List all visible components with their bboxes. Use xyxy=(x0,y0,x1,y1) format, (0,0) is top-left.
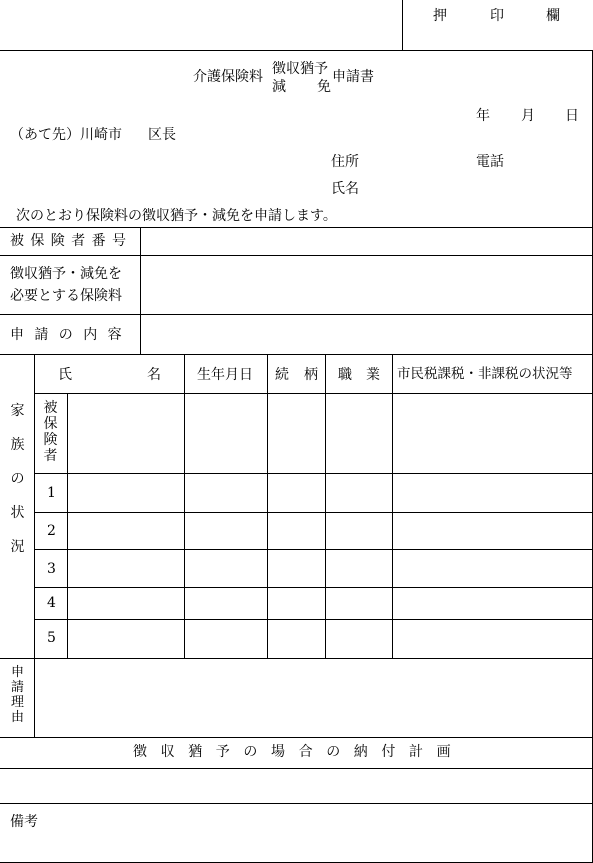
col-divider-birthdate xyxy=(184,354,185,658)
reason-label-char: 申 xyxy=(10,665,24,680)
insured-row-char: 者 xyxy=(43,448,58,464)
row-number-3: 3 xyxy=(47,561,56,577)
reason-bottom xyxy=(0,737,593,738)
title-prefix: 介護保険料 xyxy=(193,69,263,85)
row-number-1: 1 xyxy=(47,485,56,501)
family-label-char: の xyxy=(10,471,25,487)
family-label-char: 家 xyxy=(10,403,25,419)
reason-label-char: 請 xyxy=(10,680,24,695)
family-row-insured-bottom xyxy=(34,473,593,474)
col-header-birthdate: 生年月日 xyxy=(197,367,253,383)
col-header-occupation-2: 業 xyxy=(366,367,380,383)
remarks-label: 備考 xyxy=(10,814,38,830)
insured-number-label: 被保険者番号 xyxy=(10,233,133,249)
date-day: 日 xyxy=(565,108,579,124)
row-number-4: 4 xyxy=(47,595,56,611)
col-header-tax-status: 市民税課税・非課税の状況等 xyxy=(397,366,573,382)
insured-row-char: 保 xyxy=(43,416,58,432)
insured-number-field[interactable] xyxy=(141,228,592,255)
reason-label xyxy=(10,666,25,726)
form-outer-border xyxy=(0,50,593,863)
family-row-2-bottom xyxy=(34,549,593,550)
title-suffix: 申請書 xyxy=(332,69,374,85)
insured-row-char: 被 xyxy=(43,400,58,416)
ward-chief: 区長 xyxy=(148,127,176,143)
col-divider-occupation xyxy=(325,354,326,658)
insured-row-char: 険 xyxy=(43,432,58,448)
content-label: 申請の内容 xyxy=(10,327,132,343)
premium-label-line1: 徴収猶予・減免を xyxy=(10,266,122,282)
stamp-label-char-3: 欄 xyxy=(546,8,560,24)
divider-family-top xyxy=(0,354,593,355)
date-year: 年 xyxy=(476,108,490,124)
col-header-relation-1: 続 xyxy=(275,367,289,383)
address-label: 住所 xyxy=(331,154,359,170)
family-label-char: 族 xyxy=(10,437,25,453)
col-header-name-2: 名 xyxy=(147,367,161,383)
insured-row-label xyxy=(43,401,58,465)
family-row-1-bottom xyxy=(34,512,593,513)
stamp-label-char-2: 印 xyxy=(490,8,504,24)
phone-label: 電話 xyxy=(476,154,504,170)
family-label-char: 況 xyxy=(10,539,25,555)
family-label-char: 状 xyxy=(10,505,25,521)
col-divider-relation xyxy=(267,354,268,658)
payment-plan-title: 徴収猶予の場合の納付計画 xyxy=(133,744,465,760)
col-divider-tax xyxy=(392,354,393,658)
family-header-bottom xyxy=(34,393,593,394)
addressee: （あて先）川崎市 xyxy=(10,127,122,143)
title-stack-bottom-2: 免 xyxy=(317,79,331,95)
title-stack-top: 徴収猶予 xyxy=(272,61,328,77)
payment-plan-field[interactable] xyxy=(0,769,592,803)
title-stack-bottom-1: 減 xyxy=(272,79,286,95)
premium-label-line2: 必要とする保険料 xyxy=(10,288,122,304)
row-number-2: 2 xyxy=(47,523,56,539)
content-field[interactable] xyxy=(141,315,592,354)
application-statement: 次のとおり保険料の徴収猶予・減免を申請します。 xyxy=(16,208,337,224)
col-header-relation-2: 柄 xyxy=(304,367,318,383)
name-label: 氏名 xyxy=(331,181,359,197)
reason-field[interactable] xyxy=(35,659,592,737)
date-month: 月 xyxy=(521,108,535,124)
col-header-occupation-1: 職 xyxy=(338,367,352,383)
family-row-4-bottom xyxy=(34,619,593,620)
premium-field[interactable] xyxy=(141,256,592,314)
stamp-label-char-1: 押 xyxy=(433,8,447,24)
col-header-name-1: 氏 xyxy=(58,367,72,383)
reason-label-char: 由 xyxy=(10,710,24,725)
row-number-5: 5 xyxy=(47,630,56,646)
reason-label-char: 理 xyxy=(10,695,24,710)
family-row-3-bottom xyxy=(34,587,593,588)
remarks-field[interactable] xyxy=(40,804,592,862)
family-section-label xyxy=(10,404,25,574)
family-section-divider xyxy=(34,354,35,658)
